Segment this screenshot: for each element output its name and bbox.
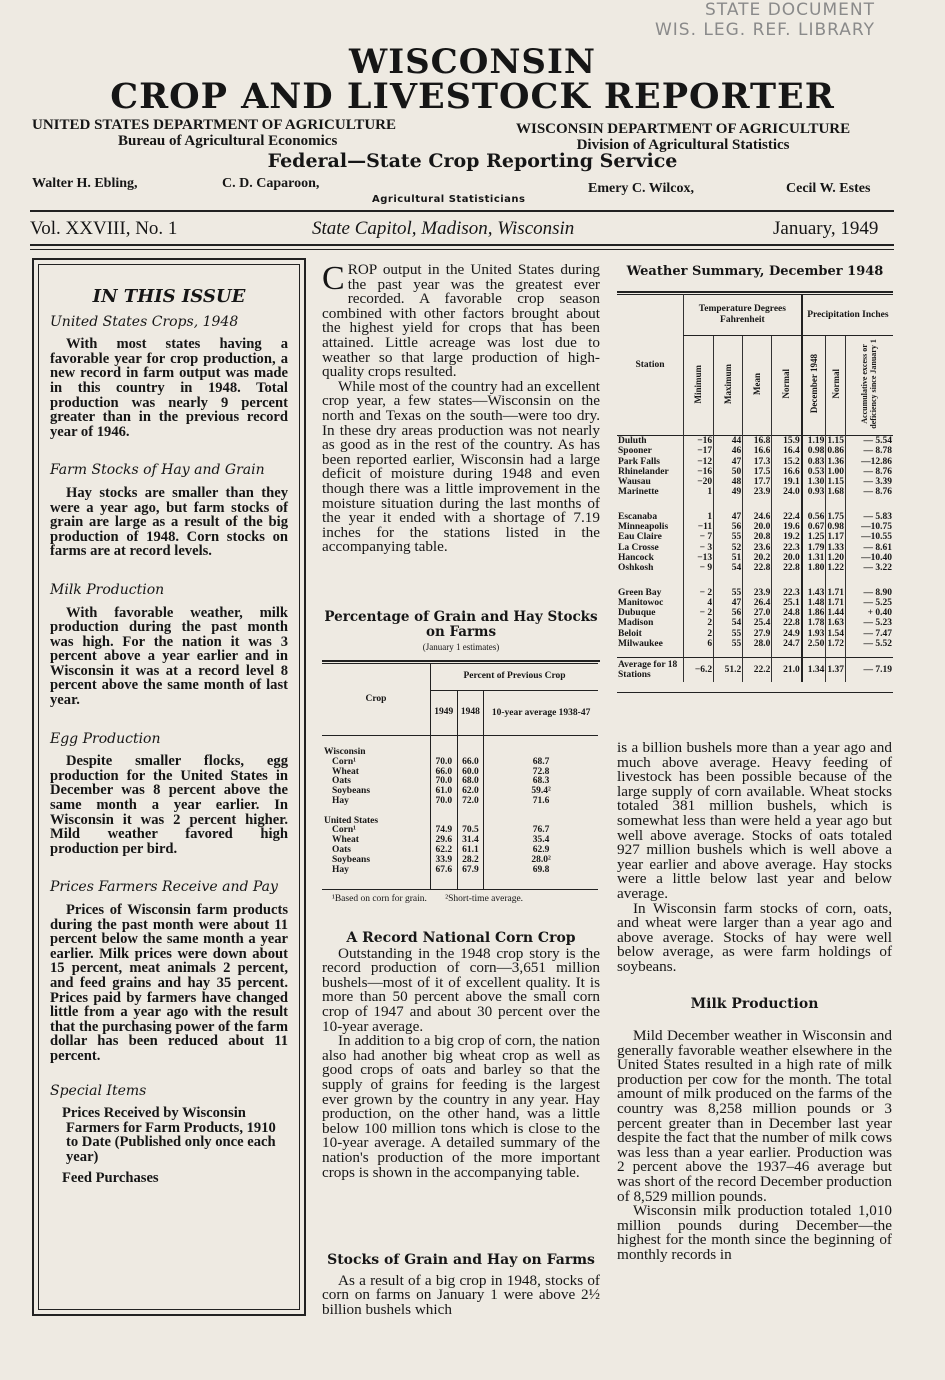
table-row: Corn¹ 74.9 70.5 76.7 — [322, 826, 598, 836]
stamp-line-1: STATE DOCUMENT — [705, 0, 875, 20]
right-p4: Wisconsin milk production totaled 1,010 million pounds during December—the highest for the month since the beginning of monthly records in — [617, 1202, 892, 1263]
table-row: Milwaukee 6 55 28.0 24.7 2.50 1.72 — 5.52 — [618, 639, 892, 650]
table-row: Soybeans 61.0 62.0 59.4² — [322, 787, 598, 797]
stamp-line-2: WIS. LEG. REF. LIBRARY — [654, 20, 875, 40]
stocks-article — [322, 1253, 600, 1317]
rule-bottom — [30, 244, 894, 246]
table-row: Hancock −13 51 20.2 20.0 1.31 1.20 —10.40 — [618, 552, 892, 563]
staff-name-1: Walter H. Ebling, — [32, 176, 138, 191]
grain-wis-label: Wisconsin — [324, 747, 366, 757]
issue-text-4: Despite smaller flocks, egg production for the United States in December was 8 percent above the same month a year earlier. In Wisconsin it was 2 percent higher. Mild weather favored high production per bird. — [50, 753, 288, 857]
special-item-1: Prices Received by Wisconsin Farmers for Farm Products, 1910 to Date (Published only once each year) — [62, 1105, 276, 1165]
table-row: Soybeans 33.9 28.2 28.0² — [322, 856, 598, 866]
wda-title: WISCONSIN DEPARTMENT OF AGRICULTURE — [516, 121, 851, 137]
weather-precip-group: Precipitation Inches — [802, 295, 893, 336]
drop-cap: C — [322, 260, 345, 297]
weather-group-spacer — [617, 574, 893, 588]
grain-table-title: Percentage of Grain and Hay Stocks on Farms — [324, 609, 598, 640]
table-row: Madison 2 54 25.4 22.8 1.78 1.63 — 5.23 — [618, 618, 892, 629]
stocks-continued-article — [617, 741, 892, 1263]
weather-col-mean: Mean — [752, 372, 763, 395]
weather-col-minimum: Minimum — [693, 364, 704, 404]
weather-col-precip-normal: Normal — [830, 369, 841, 399]
library-stamp — [655, 0, 875, 40]
table-row: Oshkosh − 9 54 22.8 22.8 1.80 1.22 — 3.22 — [618, 563, 892, 574]
in-this-issue-title: IN THIS ISSUE — [92, 286, 246, 307]
wda-agency — [516, 121, 850, 153]
table-row: Beloit 2 55 27.9 24.9 1.93 1.54 — 7.47 — [618, 628, 892, 639]
usda-bureau: Bureau of Agricultural Economics — [118, 133, 338, 149]
table-row: Green Bay − 2 55 23.9 22.3 1.43 1.71 — 8.90 — [618, 587, 892, 598]
weather-temp-group: Temperature Degrees Fahrenheit — [684, 295, 802, 336]
issue-heading-2: Farm Stocks of Hay and Grain — [50, 462, 265, 479]
crop-intro-article — [322, 260, 600, 556]
grain-footnote-1: ¹Based on corn for grain. — [332, 894, 427, 905]
issue-text-5: Prices of Wisconsin farm products during the past month were about 11 percent below the same month a year earlier. Milk prices were down about 15 percent, meat animals 2 percent, and feed grains and hay 35 percent. Prices paid by farmers have changed little from a year ago with the result that the purchasing power of the farm dollar has been reduced about 11 percent. — [50, 902, 288, 1064]
table-row: Duluth −16 44 16.8 15.9 1.19 1.15 — 5.54 — [618, 436, 892, 446]
weather-col-december: December 1948 — [808, 354, 819, 414]
table-row: Wheat 29.6 31.4 35.4 — [322, 836, 598, 846]
weather-table — [617, 294, 893, 682]
corn-p1: Outstanding in the 1948 crop story is the record production of corn—3,651 million bushels—most of it of excellent quality. It is more than 50 percent above the small corn crop of 1947 and about 30 percent over the 10-year average. — [322, 944, 600, 1035]
special-item-2: Feed Purchases — [62, 1169, 159, 1186]
grain-footnote-2: ²Short-time average. — [445, 894, 524, 905]
weather-col-maximum: Maximum — [723, 363, 734, 404]
weather-group-spacer — [617, 498, 893, 512]
volume-number: Vol. XXVIII, No. 1 — [30, 218, 178, 239]
table-row: Escanaba 1 47 24.6 22.4 0.56 1.75 — 5.83 — [618, 511, 892, 522]
weather-col-station: Station — [635, 359, 665, 370]
table-row: Eau Claire − 7 55 20.8 19.2 1.25 1.17 —10.55 — [618, 532, 892, 543]
staff-role: Agricultural Statisticians — [372, 194, 526, 205]
issue-date: January, 1949 — [773, 218, 879, 239]
grain-col-1949: 1949 — [431, 691, 458, 736]
issue-heading-3: Milk Production — [50, 581, 165, 598]
staff-name-4: Cecil W. Estes — [786, 181, 871, 196]
table-row: Rhinelander −16 50 17.5 16.6 0.53 1.00 — 8.76 — [618, 466, 892, 477]
table-row: Spooner −17 46 16.6 16.4 0.98 0.86 — 8.78 — [618, 446, 892, 457]
issue-text-1: With most states having a favorable year for crop production, a new record in farm output was made in this country in 1948. Total production was nearly 9 percent greater than in the previous record year of 1946. — [50, 336, 288, 440]
table-row: Minneapolis −11 56 20.0 19.6 0.67 0.98 —10.75 — [618, 522, 892, 533]
usda-title: UNITED STATES DEPARTMENT OF AGRICULTURE — [32, 117, 396, 133]
stocks-p1: As a result of a big crop in 1948, stocks of corn on farms on January 1 were above 2½ billion bushels which — [322, 1271, 600, 1318]
crop-intro-p1: ROP output in the United States during the past year was the greatest ever recorded. A favorable crop season combined with other factors brought about the highest yield for crops that has been attained. Little acreage was lost due to weather so that large production of high-quality crops resulted. — [322, 261, 600, 381]
weather-title: Weather Summary, December 1948 — [626, 264, 884, 279]
corn-heading: A Record National Corn Crop — [346, 930, 576, 946]
table-row: Corn¹ 70.0 66.0 68.7 — [322, 758, 598, 768]
table-row: Hay 67.6 67.9 69.8 — [322, 866, 598, 890]
masthead-title-line-2: CROP AND LIVESTOCK REPORTER — [110, 76, 835, 117]
weather-summary-section — [617, 264, 893, 693]
right-p1: is a billion bushels more than a year ago and much above average. Heavy feeding of livestock has been possible because of the large supply of corn available. Wheat stocks totaled 381 million bushels, which is somewhat less than were held a year ago but well above average. Stocks of oats totaled 927 million bushels which is well above a year earlier and above average. Hay stocks were a little below last year and below average. — [617, 739, 892, 902]
issue-text-3: With favorable weather, milk production during the past month was high. For the nation it was 3 percent above a year earlier and in Wisconsin it was at a record level 8 percent above the same month of last year. — [50, 604, 288, 709]
grain-us-label: United States — [324, 815, 379, 826]
grain-col-crop: Crop — [365, 693, 387, 704]
weather-col-accumulative: Accumulative excess or deficiency since January 1 — [860, 339, 879, 429]
grain-stocks-table-section — [322, 610, 600, 904]
issue-heading-4: Egg Production — [50, 730, 161, 747]
grain-col-group: Percent of Previous Crop — [431, 664, 599, 691]
staff-name-2: C. D. Caparoon, — [222, 176, 320, 191]
special-items-heading: Special Items — [50, 1082, 147, 1099]
right-p3: Mild December weather in Wisconsin and generally favorable weather elsewhere in the United States resulted in a high rate of milk production per cow for the month. The total amount of milk produced on the farms of the country was 8,258 million pounds or 3 percent greater than in December last year despite the fact that the number of milk cows was less than a year earlier. Production was 2 percent above the 1937–46 average but was short of the record December production of 8,529 million pounds. — [617, 1027, 892, 1205]
crop-intro-p2: While most of the country had an excellent crop year, a few states—Wisconsin on the north and Texas on the south—were too dry. In these dry areas production was not nearly as good as in the rest of the country. As has been reported earlier, Wisconsin had a large deficit of moisture during 1948 and even though there was a little improvement in the moisture situation during the last months of the year it ended with a shortage of 7.19 inches for the stations listed in the accompanying table. — [322, 377, 600, 556]
rule-bottom-thin — [30, 249, 894, 250]
in-this-issue-box — [32, 258, 306, 1316]
table-row: Dubuque − 2 56 27.0 24.8 1.86 1.44 + 0.40 — [618, 608, 892, 619]
corn-p2: In addition to a big crop of corn, the nation also had another big wheat crop as well as good crops of oats and barley so that the supply of grains for feeding is the largest ever grown by the country in any year. Hay production, on the other hand, was a little below 100 million tons which is close to the 10-year average. A detailed summary of the nation's production of the more important crops is shown in the accompanying table. — [322, 1032, 600, 1181]
milk-heading: Milk Production — [690, 995, 819, 1012]
grain-col-average: 10-year average 1938-47 — [484, 691, 598, 736]
issue-heading-1: United States Crops, 1948 — [50, 313, 239, 330]
table-row: Wheat 66.0 60.0 72.8 — [322, 768, 598, 778]
issue-place: State Capitol, Madison, Wisconsin — [312, 218, 575, 239]
service-title: Federal—State Crop Reporting Service — [267, 150, 678, 172]
wda-division: Division of Agricultural Statistics — [576, 137, 790, 153]
issue-text-2: Hay stocks are smaller than they were a year ago, but farm stocks of grain are large as a result of the big production of 1948. Corn stocks on farms are at record levels. — [50, 484, 288, 560]
table-row: Manitowoc 4 47 26.4 25.1 1.48 1.71 — 5.25 — [618, 597, 892, 608]
weather-average-row: Average for 18 Stations −6.2 51.2 22.2 21.0 1.34 1.37 — 7.19 — [617, 658, 893, 683]
stocks-heading: Stocks of Grain and Hay on Farms — [327, 1252, 595, 1268]
issue-heading-5: Prices Farmers Receive and Pay — [50, 879, 278, 896]
right-p2: In Wisconsin farm stocks of corn, oats, and wheat were larger than a year ago and above average. Stocks of hay were well below average, as were farm holdings of soybeans. — [617, 899, 892, 975]
weather-col-temp-normal: Normal — [781, 369, 792, 399]
staff-name-3: Emery C. Wilcox, — [588, 181, 695, 196]
usda-agency — [32, 117, 396, 149]
grain-col-1948: 1948 — [457, 691, 484, 736]
rule-top — [30, 210, 894, 212]
table-row: Oats 62.2 61.1 62.9 — [322, 846, 598, 856]
corn-article — [322, 931, 600, 1180]
grain-table-subtitle: (January 1 estimates) — [422, 642, 500, 652]
grain-stocks-table — [322, 663, 598, 890]
table-row: Marinette 1 49 23.9 24.0 0.93 1.68 — 8.76 — [618, 487, 892, 498]
table-row: Oats 70.0 68.0 68.3 — [322, 777, 598, 787]
table-row: Hay 70.0 72.0 71.6 — [322, 797, 598, 807]
table-row: Park Falls −12 47 17.3 15.2 0.83 1.36 —12.86 — [618, 456, 892, 467]
masthead-title-line-1: WISCONSIN — [349, 42, 596, 82]
table-row: La Crosse − 3 52 23.6 22.3 1.79 1.33 — 8.61 — [618, 542, 892, 553]
table-row: Wausau −20 48 17.7 19.1 1.30 1.15 — 3.39 — [618, 477, 892, 488]
